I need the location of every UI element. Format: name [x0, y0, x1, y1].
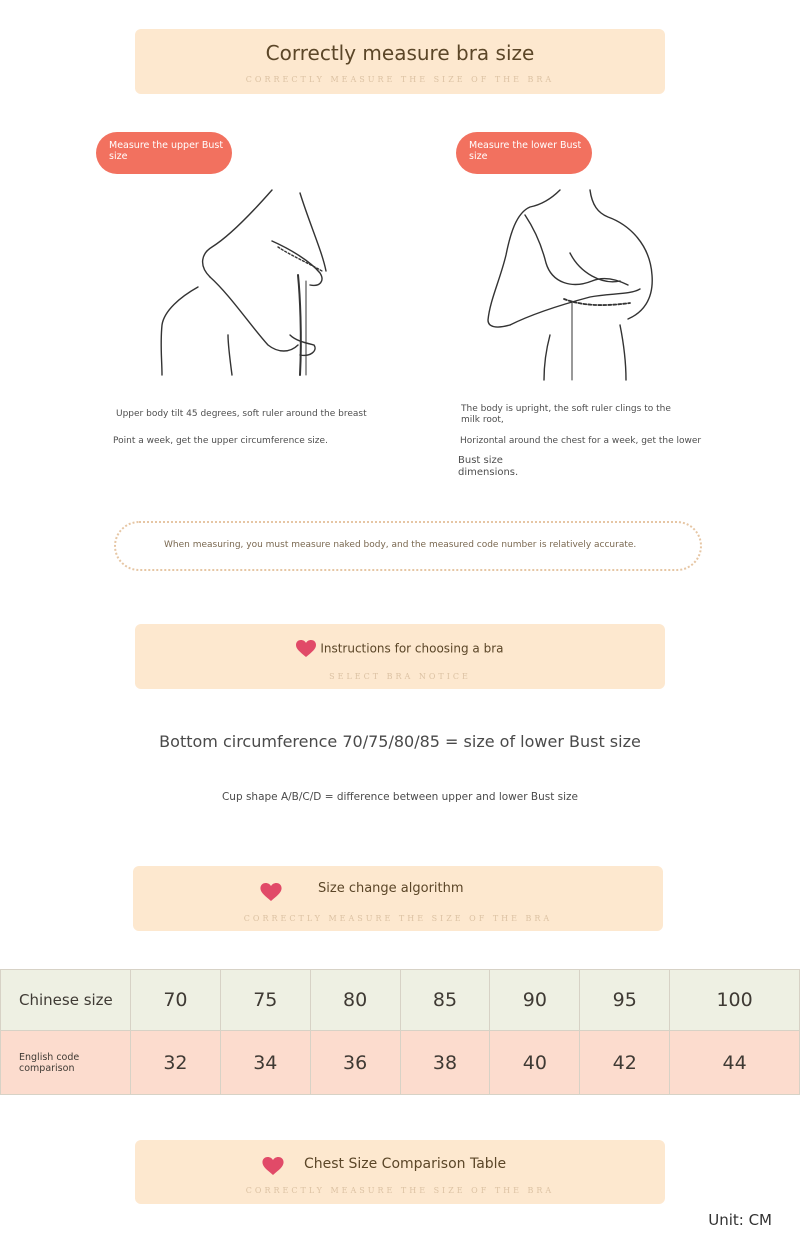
lower-caption-2: Horizontal around the chest for a week, get the lower	[460, 436, 702, 446]
table-cell: 80	[310, 970, 400, 1031]
size-table	[0, 969, 800, 1095]
lower-bust-illustration	[480, 185, 670, 385]
cup-formula: Cup shape A/B/C/D = difference between upper and lower Bust size	[221, 791, 579, 803]
chinese-size-label: Chinese size	[1, 970, 131, 1031]
measure-upper-pill: Measure the upper Bust size	[96, 132, 232, 174]
instructions-title: Instructions for choosing a bra	[320, 641, 504, 656]
lower-caption-1: The body is upright, the soft ruler clings to the milk root,	[461, 404, 671, 425]
table-cell: 100	[670, 970, 800, 1031]
table-cell: 44	[670, 1031, 800, 1095]
header-banner	[135, 29, 665, 94]
table-cell: 42	[580, 1031, 670, 1095]
table-cell: 75	[220, 970, 310, 1031]
unit-label: Unit: CM	[708, 1211, 772, 1229]
instructions-banner	[135, 624, 665, 689]
upper-caption-1: Upper body tilt 45 degrees, soft ruler around the breast	[116, 409, 367, 419]
notice-text: When measuring, you must measure naked body, and the measured code number is relatively accurate.	[164, 540, 637, 550]
lower-caption-3: Bust size dimensions.	[458, 455, 519, 478]
comparison-title: Chest Size Comparison Table	[304, 1156, 507, 1172]
algorithm-banner	[133, 866, 663, 931]
table-cell: 40	[490, 1031, 580, 1095]
upper-caption-2: Point a week, get the upper circumference size.	[113, 436, 328, 446]
comparison-subtitle: CORRECTLY MEASURE THE SIZE OF THE BRA	[245, 1186, 555, 1195]
table-cell: 36	[310, 1031, 400, 1095]
heart-icon	[262, 1157, 284, 1176]
page-subtitle: CORRECTLY MEASURE THE SIZE OF THE BRA	[245, 75, 555, 84]
table-row	[1, 1031, 800, 1095]
comparison-banner	[135, 1140, 665, 1204]
table-cell: 32	[131, 1031, 221, 1095]
upper-bust-illustration	[150, 185, 340, 385]
algorithm-title: Size change algorithm	[318, 881, 464, 896]
table-cell: 95	[580, 970, 670, 1031]
table-cell: 70	[131, 970, 221, 1031]
english-code-label: English code comparison	[1, 1031, 131, 1095]
instructions-subtitle: SELECT BRA NOTICE	[329, 672, 471, 681]
bottom-formula: Bottom circumference 70/75/80/85 = size of lower Bust size	[159, 732, 641, 751]
table-row	[1, 970, 800, 1031]
heart-icon	[260, 883, 282, 902]
page-title: Correctly measure bra size	[265, 41, 535, 65]
table-cell: 85	[400, 970, 490, 1031]
table-cell: 34	[220, 1031, 310, 1095]
measurement-notice	[114, 521, 702, 571]
heart-icon	[296, 640, 316, 658]
table-cell: 38	[400, 1031, 490, 1095]
algorithm-subtitle: CORRECTLY MEASURE THE SIZE OF THE BRA	[243, 914, 553, 923]
table-cell: 90	[490, 970, 580, 1031]
measure-lower-pill: Measure the lower Bust size	[456, 132, 592, 174]
